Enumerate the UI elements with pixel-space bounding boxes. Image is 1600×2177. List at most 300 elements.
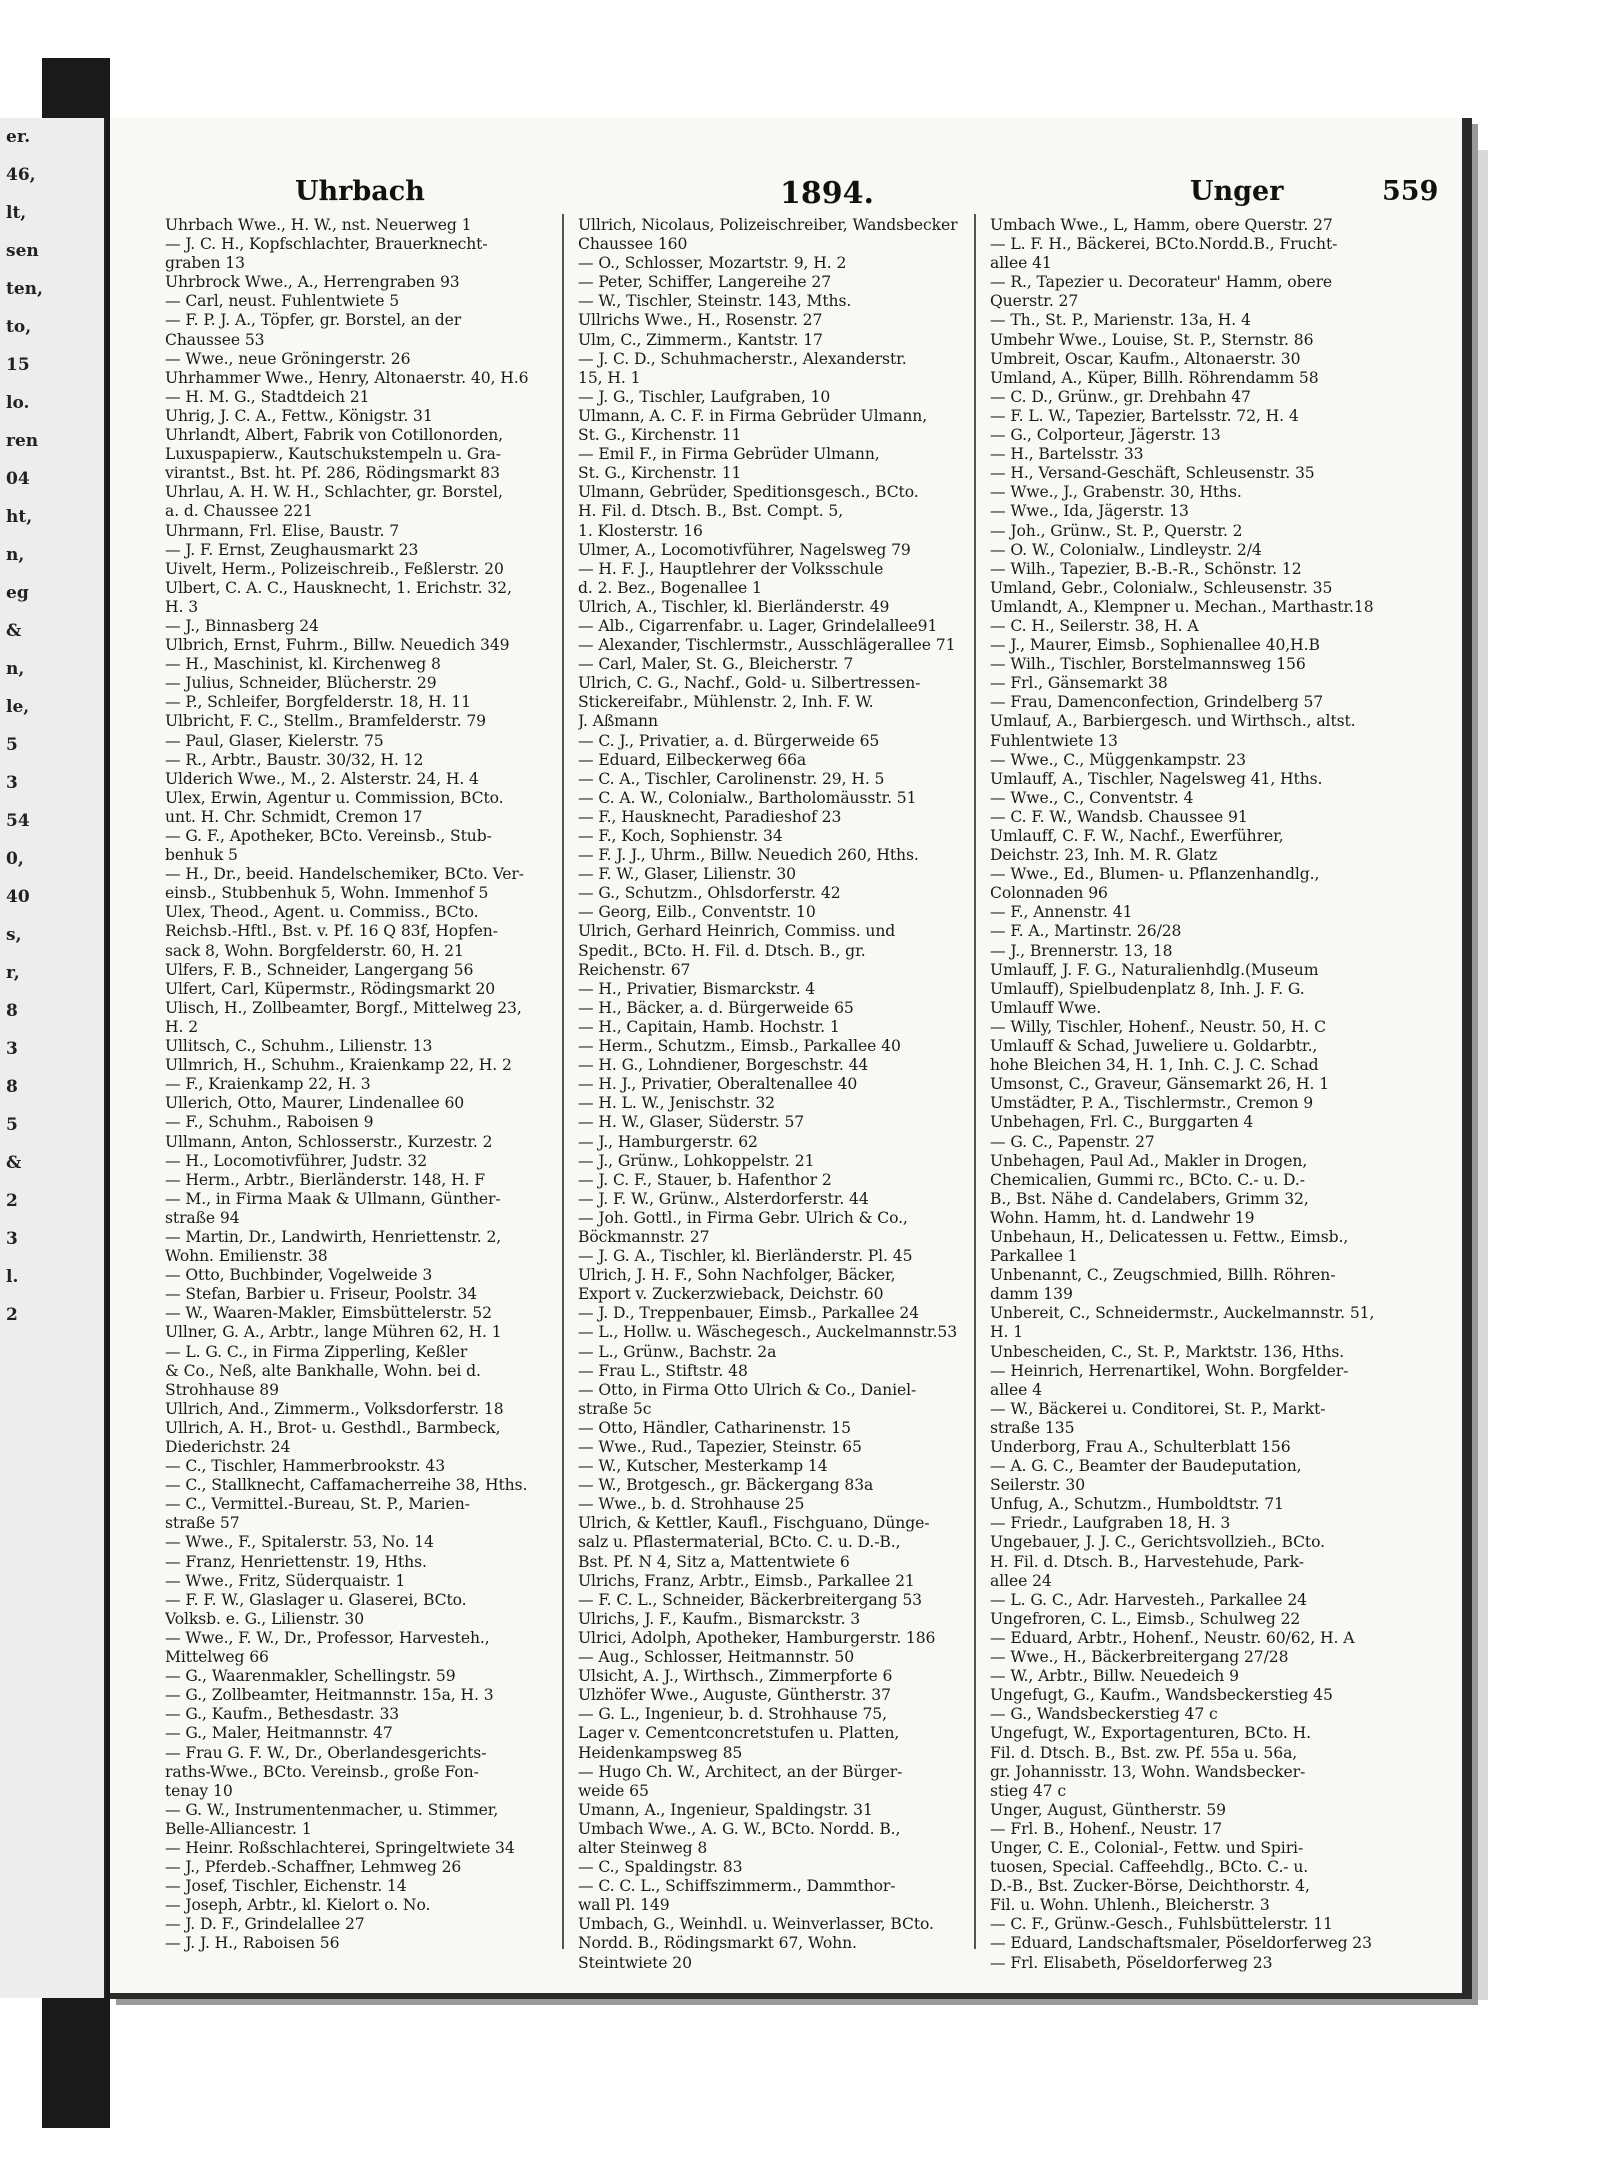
page-number: 559	[1382, 176, 1439, 207]
directory-entry: Unbereit, C., Schneidermstr., Auckelmannstr. 51,	[990, 1304, 1374, 1323]
directory-entry: — C., Tischler, Hammerbrookstr. 43	[165, 1457, 446, 1476]
directory-entry: Umland, A., Küper, Billh. Röhrendamm 58	[990, 368, 1319, 387]
directory-entry: Ulsicht, A. J., Wirthsch., Zimmerpforte 6	[578, 1667, 893, 1686]
directory-entry: sack 8, Wohn. Borgfelderstr. 60, H. 21	[165, 941, 464, 960]
directory-entry: alter Steinweg 8	[578, 1838, 708, 1857]
directory-entry: — H. W., Glaser, Süderstr. 57	[578, 1113, 805, 1132]
column-1	[165, 216, 549, 1954]
directory-entry: — Herm., Schutzm., Eimsb., Parkallee 40	[578, 1037, 901, 1056]
directory-entry: — Julius, Schneider, Blücherstr. 29	[165, 674, 437, 693]
directory-entry: & Co., Neß, alte Bankhalle, Wohn. bei d.	[165, 1361, 481, 1380]
column-2	[578, 216, 962, 1973]
directory-entry: Uivelt, Herm., Polizeischreib., Feßlerstr. 20	[165, 559, 504, 578]
left-page-fragment: to,	[6, 317, 32, 337]
directory-entry: Ulex, Erwin, Agentur u. Commission, BCto.	[165, 788, 504, 807]
directory-entry: — Alb., Cigarrenfabr. u. Lager, Grindelallee91	[578, 616, 938, 635]
directory-entry: — L. G. C., in Firma Zipperling, Keßler	[165, 1342, 468, 1361]
directory-entry: Ulrich, C. G., Nachf., Gold- u. Silbertressen-	[578, 674, 921, 693]
directory-entry: Ulrich, J. H. F., Sohn Nachfolger, Bäcker,	[578, 1266, 896, 1285]
directory-entry: Umlauff & Schad, Juweliere u. Goldarbtr.,	[990, 1037, 1318, 1056]
directory-entry: — Wilh., Tapezier, B.-B.-R., Schönstr. 12	[990, 559, 1302, 578]
directory-entry: Export v. Zuckerzwieback, Deichstr. 60	[578, 1285, 884, 1304]
directory-entry: — H., Maschinist, kl. Kirchenweg 8	[165, 655, 441, 674]
left-page-fragment: 2	[6, 1191, 18, 1211]
directory-entry: Wohn. Hamm, ht. d. Landwehr 19	[990, 1208, 1255, 1227]
left-page-fragment: 15	[6, 355, 30, 375]
left-page-fragment: 5	[6, 1115, 18, 1135]
directory-entry: straße 94	[165, 1208, 240, 1227]
directory-entry: — Wwe., b. d. Strohhause 25	[578, 1495, 805, 1514]
directory-entry: Belle-Alliancestr. 1	[165, 1819, 312, 1838]
directory-entry: Ullmrich, H., Schuhm., Kraienkamp 22, H. 2	[165, 1056, 512, 1075]
directory-entry: — G., Maler, Heitmannstr. 47	[165, 1724, 393, 1743]
directory-entry: — Aug., Schlosser, Heitmannstr. 50	[578, 1648, 855, 1667]
directory-entry: Ullner, G. A., Arbtr., lange Mühren 62, H. 1	[165, 1323, 502, 1342]
column-divider	[974, 214, 976, 1949]
directory-entry: Ullrich, A. H., Brot- u. Gesthdl., Barmbeck,	[165, 1418, 501, 1437]
left-page-edge	[0, 118, 106, 1998]
column-3	[990, 216, 1374, 1973]
directory-entry: Umlauff, J. F. G., Naturalienhdlg.(Museum	[990, 960, 1319, 979]
directory-entry: — J. G., Tischler, Laufgraben, 10	[578, 387, 831, 406]
directory-entry: — F. F. W., Glaslager u. Glaserei, BCto.	[165, 1590, 467, 1609]
directory-entry: raths-Wwe., BCto. Vereinsb., große Fon-	[165, 1762, 479, 1781]
directory-entry: — L., Grünw., Bachstr. 2a	[578, 1342, 777, 1361]
left-page-fragment: 3	[6, 1039, 18, 1059]
directory-entry: — Wwe., C., Müggenkampstr. 23	[990, 750, 1246, 769]
directory-entry: — J. G. A., Tischler, kl. Bierländerstr. Pl. 45	[578, 1247, 913, 1266]
directory-entry: Ulfert, Carl, Küpermstr., Rödingsmarkt 20	[165, 979, 496, 998]
directory-entry: — Herm., Arbtr., Bierländerstr. 148, H. F	[165, 1170, 486, 1189]
directory-entry: — Wwe., Rud., Tapezier, Steinstr. 65	[578, 1438, 862, 1456]
directory-entry: — F., Hausknecht, Paradieshof 23	[578, 807, 842, 826]
directory-entry: Umstädter, P. A., Tischlermstr., Cremon 9	[990, 1094, 1314, 1113]
directory-entry: Ulm, C., Zimmerm., Kantstr. 17	[578, 330, 823, 349]
directory-entry: — R., Arbtr., Baustr. 30/32, H. 12	[165, 750, 424, 769]
directory-entry: — Frl., Gänsemarkt 38	[990, 674, 1168, 693]
directory-entry: Ulzhöfer Wwe., Auguste, Güntherstr. 37	[578, 1686, 891, 1705]
directory-entry: Chemicalien, Gummi rc., BCto. C.- u. D.-	[990, 1170, 1305, 1189]
directory-entry: Ungefugt, W., Exportagenturen, BCto. H.	[990, 1724, 1311, 1743]
directory-entry: tuosen, Special. Caffeehdlg., BCto. C.- u.	[990, 1858, 1309, 1877]
directory-entry: — Hugo Ch. W., Architect, an der Bürger-	[578, 1762, 903, 1781]
directory-entry: J. Aßmann	[578, 712, 658, 731]
directory-entry: — W., Tischler, Steinstr. 143, Mths.	[578, 292, 852, 311]
directory-entry: Wohn. Emilienstr. 38	[165, 1247, 328, 1266]
left-page-fragment: ren	[6, 431, 39, 451]
directory-entry: — H., Versand-Geschäft, Schleusenstr. 35	[990, 464, 1315, 483]
directory-entry: — Josef, Tischler, Eichenstr. 14	[165, 1877, 407, 1896]
directory-entry: — Paul, Glaser, Kielerstr. 75	[165, 731, 384, 750]
directory-entry: — Frau L., Stiftstr. 48	[578, 1361, 748, 1380]
directory-entry: — Wwe., J., Grabenstr. 30, Hths.	[990, 483, 1242, 502]
directory-entry: — C., Vermittel.-Bureau, St. P., Marien-	[165, 1495, 470, 1514]
directory-entry: — Wwe., F. W., Dr., Professor, Harvesteh.,	[165, 1628, 490, 1647]
directory-entry: — W., Waaren-Makler, Eimsbüttelerstr. 52	[165, 1304, 492, 1323]
directory-entry: Steintwiete 20	[578, 1953, 692, 1972]
directory-entry: Umlandt, A., Klempner u. Mechan., Marthastr.18	[990, 597, 1374, 616]
directory-entry: — G. F., Apotheker, BCto. Vereinsb., Stub-	[165, 827, 492, 845]
directory-entry: Ungebauer, J. J. C., Gerichtsvollzieh., BCto.	[990, 1533, 1325, 1552]
directory-entry: — Carl, Maler, St. G., Bleicherstr. 7	[578, 655, 854, 674]
directory-entry: Uhrlau, A. H. W. H., Schlachter, gr. Borstel,	[165, 483, 503, 502]
directory-entry: — C. A., Tischler, Carolinenstr. 29, H. 5	[578, 769, 885, 788]
directory-entry: — Otto, Buchbinder, Vogelweide 3	[165, 1266, 433, 1285]
directory-entry: — G. C., Papenstr. 27	[990, 1132, 1155, 1151]
directory-entry: graben 13	[165, 254, 245, 273]
directory-entry: — F., Schuhm., Raboisen 9	[165, 1113, 374, 1132]
directory-entry: — G., Wandsbeckerstieg 47 c	[990, 1705, 1218, 1724]
directory-entry: — Peter, Schiffer, Langereihe 27	[578, 273, 832, 292]
directory-entry: — G., Colporteur, Jägerstr. 13	[990, 426, 1221, 445]
directory-entry: St. G., Kirchenstr. 11	[578, 464, 742, 483]
directory-entry: Uhrbrock Wwe., A., Herrengraben 93	[165, 273, 460, 292]
directory-entry: — Emil F., in Firma Gebrüder Ulmann,	[578, 445, 880, 464]
directory-entry: — Otto, in Firma Otto Ulrich & Co., Daniel-	[578, 1380, 917, 1399]
directory-entry: Ulex, Theod., Agent. u. Commiss., BCto.	[165, 903, 479, 922]
directory-entry: — Wwe., Fritz, Süderquaistr. 1	[165, 1571, 406, 1590]
directory-entry: — R., Tapezier u. Decorateur' Hamm, obere	[990, 273, 1333, 292]
directory-entry: — C. F., Grünw.-Gesch., Fuhlsbüttelerstr. 11	[990, 1915, 1333, 1934]
directory-entry: weide 65	[578, 1781, 649, 1800]
directory-entry: Fil. d. Dtsch. B., Bst. zw. Pf. 55a u. 56a,	[990, 1743, 1298, 1762]
directory-entry: benhuk 5	[165, 846, 238, 865]
directory-entry: allee 24	[990, 1571, 1052, 1590]
directory-entry: Umann, A., Ingenieur, Spaldingstr. 31	[578, 1800, 873, 1819]
directory-entry: Umlauff, C. F. W., Nachf., Ewerführer,	[990, 827, 1284, 845]
directory-entry: Lager v. Cementconcretstufen u. Platten,	[578, 1724, 900, 1743]
directory-entry: Ungefroren, C. L., Eimsb., Schulweg 22	[990, 1609, 1301, 1628]
directory-entry: Ulfers, F. B., Schneider, Langergang 56	[165, 960, 474, 979]
directory-entry: Seilerstr. 30	[990, 1476, 1086, 1495]
directory-entry: Volksb. e. G., Lilienstr. 30	[165, 1609, 365, 1628]
directory-entry: Deichstr. 23, Inh. M. R. Glatz	[990, 846, 1218, 865]
directory-entry: Strohhause 89	[165, 1380, 279, 1399]
directory-entry: — H., Capitain, Hamb. Hochstr. 1	[578, 1017, 840, 1036]
left-page-fragment: eg	[6, 583, 29, 603]
left-page-fragment: 0,	[6, 849, 24, 869]
directory-entry: Ulbricht, F. C., Stellm., Bramfelderstr. 79	[165, 712, 486, 731]
directory-entry: Unbenannt, C., Zeugschmied, Billh. Röhren-	[990, 1266, 1336, 1285]
directory-entry: — Wwe., neue Gröningerstr. 26	[165, 349, 411, 368]
directory-entry: — F., Kraienkamp 22, H. 3	[165, 1075, 371, 1094]
directory-entry: Umland, Gebr., Colonialw., Schleusenstr. 35	[990, 578, 1333, 597]
directory-entry: H. 2	[165, 1017, 199, 1036]
directory-entry: — O., Schlosser, Mozartstr. 9, H. 2	[578, 254, 847, 273]
directory-entry: a. d. Chaussee 221	[165, 502, 313, 521]
directory-entry: — H. F. J., Hauptlehrer der Volksschule	[578, 559, 884, 578]
directory-entry: wall Pl. 149	[578, 1896, 670, 1915]
left-page-fragment: 04	[6, 469, 30, 489]
directory-entry: — C. C. L., Schiffszimmerm., Dammthor-	[578, 1877, 896, 1896]
directory-entry: Unbescheiden, C., St. P., Marktstr. 136, Hths.	[990, 1342, 1345, 1361]
directory-entry: — J., Brennerstr. 13, 18	[990, 941, 1173, 960]
directory-entry: — F. C. L., Schneider, Bäckerbreitergang 53	[578, 1590, 922, 1609]
directory-entry: — J. C. F., Stauer, b. Hafenthor 2	[578, 1170, 832, 1189]
directory-entry: Mittelweg 66	[165, 1648, 269, 1667]
directory-entry: — G., Schutzm., Ohlsdorferstr. 42	[578, 884, 841, 903]
directory-entry: — J. C. D., Schuhmacherstr., Alexanderstr.	[578, 349, 907, 368]
directory-entry: unt. H. Chr. Schmidt, Cremon 17	[165, 807, 423, 826]
directory-entry: — A. G. C., Beamter der Baudeputation,	[990, 1457, 1302, 1476]
directory-entry: — H., Locomotivführer, Judstr. 32	[165, 1151, 428, 1170]
directory-entry: — Eduard, Eilbeckerweg 66a	[578, 750, 807, 769]
directory-entry: hohe Bleichen 34, H. 1, Inh. C. J. C. Schad	[990, 1056, 1319, 1075]
directory-entry: — W., Arbtr., Billw. Neuedeich 9	[990, 1667, 1239, 1686]
left-page-fragment: er.	[6, 127, 31, 147]
directory-entry: — F. J. J., Uhrm., Billw. Neuedich 260, Hths.	[578, 846, 919, 865]
directory-entry: — W., Kutscher, Mesterkamp 14	[578, 1457, 828, 1476]
left-page-fragment: lt,	[6, 203, 27, 223]
directory-entry: Reichenstr. 67	[578, 960, 691, 979]
left-page-fragment: s,	[6, 925, 22, 945]
directory-entry: — C. A. W., Colonialw., Bartholomäusstr. 51	[578, 788, 917, 807]
directory-entry: — F., Koch, Sophienstr. 34	[578, 827, 783, 845]
directory-entry: — J. F. W., Grünw., Alsterdorferstr. 44	[578, 1189, 869, 1208]
directory-entry: Ulrichs, Franz, Arbtr., Eimsb., Parkallee 21	[578, 1571, 915, 1590]
directory-entry: — Martin, Dr., Landwirth, Henriettenstr. 2,	[165, 1227, 502, 1246]
directory-entry: — H. L. W., Jenischstr. 32	[578, 1094, 775, 1113]
directory-entry: — Franz, Henriettenstr. 19, Hths.	[165, 1552, 427, 1571]
left-page-fragment: l.	[6, 1267, 19, 1287]
directory-entry: Uhrig, J. C. A., Fettw., Königstr. 31	[165, 406, 433, 425]
left-page-fragment: 2	[6, 1305, 18, 1325]
directory-entry: Umbach Wwe., A. G. W., BCto. Nordd. B.,	[578, 1819, 901, 1838]
directory-entry: — F., Annenstr. 41	[990, 903, 1133, 922]
directory-entry: — H., Dr., beeid. Handelschemiker, BCto. Ver-	[165, 865, 524, 884]
directory-entry: — O. W., Colonialw., Lindleystr. 2/4	[990, 540, 1262, 559]
directory-entry: Heidenkampsweg 85	[578, 1743, 743, 1762]
directory-entry: — Wilh., Tischler, Borstelmannsweg 156	[990, 655, 1306, 674]
directory-entry: Ulderich Wwe., M., 2. Alsterstr. 24, H. 4	[165, 769, 479, 788]
directory-entry: — H., Privatier, Bismarckstr. 4	[578, 979, 816, 998]
directory-entry: — Heinrich, Herrenartikel, Wohn. Borgfelder-	[990, 1361, 1349, 1380]
directory-entry: Chaussee 53	[165, 330, 265, 349]
directory-entry: — G., Waarenmakler, Schellingstr. 59	[165, 1667, 456, 1686]
directory-entry: H. 1	[990, 1323, 1024, 1342]
directory-entry: — G. W., Instrumentenmacher, u. Stimmer,	[165, 1800, 499, 1819]
directory-entry: tenay 10	[165, 1781, 233, 1800]
directory-entry: gr. Johannisstr. 13, Wohn. Wandsbecker-	[990, 1762, 1306, 1781]
directory-entry: Reichsb.-Hftl., Bst. v. Pf. 16 Q 83f, Hopfen-	[165, 922, 498, 941]
directory-entry: Ulrich, Gerhard Heinrich, Commiss. und	[578, 922, 896, 941]
directory-entry: straße 5c	[578, 1399, 652, 1418]
directory-entry: Unger, C. E., Colonial-, Fettw. und Spiri-	[990, 1838, 1304, 1857]
directory-entry: — Frau G. F. W., Dr., Oberlandesgerichts-	[165, 1743, 487, 1762]
directory-entry: — C. H., Seilerstr. 38, H. A	[990, 616, 1199, 635]
directory-entry: Umbreit, Oscar, Kaufm., Altonaerstr. 30	[990, 349, 1301, 368]
directory-entry: Umbehr Wwe., Louise, St. P., Sternstr. 86	[990, 330, 1314, 349]
left-page-fragment: &	[6, 1153, 22, 1173]
directory-entry: — F. W., Glaser, Lilienstr. 30	[578, 865, 797, 884]
directory-page	[110, 118, 1472, 1999]
directory-entry: B., Bst. Nähe d. Candelabers, Grimm 32,	[990, 1189, 1309, 1208]
directory-entry: — Joseph, Arbtr., kl. Kielort o. No.	[165, 1896, 431, 1915]
directory-entry: — J., Pferdeb.-Schaffner, Lehmweg 26	[165, 1858, 462, 1877]
directory-entry: Böckmannstr. 27	[578, 1227, 710, 1246]
directory-entry: — G. L., Ingenieur, b. d. Strohhause 75,	[578, 1705, 887, 1724]
left-page-fragment: r,	[6, 963, 20, 983]
directory-entry: — H., Bartelsstr. 33	[990, 445, 1144, 464]
directory-entry: Umbach Wwe., L, Hamm, obere Querstr. 27	[990, 216, 1333, 234]
directory-entry: — H., Bäcker, a. d. Bürgerweide 65	[578, 998, 854, 1017]
directory-entry: — Wwe., H., Bäckerbreitergang 27/28	[990, 1648, 1289, 1667]
directory-entry: Ulrici, Adolph, Apotheker, Hamburgerstr. 186	[578, 1628, 936, 1647]
directory-entry: Ulbrich, Ernst, Fuhrm., Billw. Neuedich 349	[165, 636, 510, 655]
directory-entry: Diederichstr. 24	[165, 1438, 291, 1456]
directory-entry: — J. D. F., Grindelallee 27	[165, 1915, 365, 1934]
directory-entry: Uhrlandt, Albert, Fabrik von Cotillonorden,	[165, 426, 504, 445]
left-page-fragment: 8	[6, 1001, 18, 1021]
directory-entry: — G., Kaufm., Bethesdastr. 33	[165, 1705, 400, 1724]
directory-entry: — Frl. Elisabeth, Pöseldorferweg 23	[990, 1953, 1273, 1972]
directory-entry: Unger, August, Güntherstr. 59	[990, 1800, 1226, 1819]
directory-entry: — C. D., Grünw., gr. Drehbahn 47	[990, 387, 1251, 406]
directory-entry: Uhrhammer Wwe., Henry, Altonaerstr. 40, H.6	[165, 368, 529, 387]
directory-entry: Unbehaun, H., Delicatessen u. Fettw., Eimsb.,	[990, 1227, 1349, 1246]
directory-entry: Ulrich, A., Tischler, kl. Bierländerstr. 49	[578, 597, 890, 616]
directory-entry: Unbehagen, Paul Ad., Makler in Drogen,	[990, 1151, 1308, 1170]
directory-entry: straße 135	[990, 1418, 1075, 1437]
page-edge-shadow	[1478, 150, 1488, 2000]
directory-entry: — C. F. W., Wandsb. Chaussee 91	[990, 807, 1248, 826]
left-page-fragment: ten,	[6, 279, 43, 299]
directory-entry: Unbehagen, Frl. C., Burggarten 4	[990, 1113, 1254, 1132]
left-page-fragment: 3	[6, 1229, 18, 1249]
directory-entry: Unfug, A., Schutzm., Humboldtstr. 71	[990, 1495, 1284, 1514]
directory-entry: salz u. Pflastermaterial, BCto. C. u. D.-B.,	[578, 1533, 901, 1552]
directory-entry: 1. Klosterstr. 16	[578, 521, 703, 540]
directory-entry: Ulbert, C. A. C., Hausknecht, 1. Erichstr. 32,	[165, 578, 512, 597]
directory-entry: — W., Brotgesch., gr. Bäckergang 83a	[578, 1476, 874, 1495]
directory-entry: Ulmann, A. C. F. in Firma Gebrüder Ulmann,	[578, 406, 928, 425]
directory-entry: stieg 47 c	[990, 1781, 1066, 1800]
left-page-fragment: 46,	[6, 165, 36, 185]
left-page-fragment: 54	[6, 811, 30, 831]
directory-entry: H. Fil. d. Dtsch. B., Harvestehude, Park-	[990, 1552, 1304, 1571]
directory-entry: einsb., Stubbenhuk 5, Wohn. Immenhof 5	[165, 884, 489, 903]
directory-entry: — J. F. Ernst, Zeughausmarkt 23	[165, 540, 419, 559]
directory-entry: — F. P. J. A., Töpfer, gr. Borstel, an der	[165, 311, 462, 330]
directory-entry: — W., Bäckerei u. Conditorei, St. P., Markt-	[990, 1399, 1326, 1418]
directory-entry: H. Fil. d. Dtsch. B., Bst. Compt. 5,	[578, 502, 844, 521]
directory-entry: — Friedr., Laufgraben 18, H. 3	[990, 1514, 1231, 1533]
directory-entry: Spedit., BCto. H. Fil. d. Dtsch. B., gr.	[578, 941, 866, 960]
directory-entry: Parkallee 1	[990, 1247, 1078, 1266]
directory-entry: Umlauf, A., Barbiergesch. und Wirthsch., altst.	[990, 712, 1356, 731]
directory-entry: — J., Maurer, Eimsb., Sophienallee 40,H.B	[990, 636, 1320, 655]
directory-entry: Colonnaden 96	[990, 884, 1108, 903]
directory-entry: — Eduard, Arbtr., Hohenf., Neustr. 60/62, H. A	[990, 1628, 1355, 1647]
left-page-fragment: 8	[6, 1077, 18, 1097]
directory-entry: — Carl, neust. Fuhlentwiete 5	[165, 292, 400, 311]
directory-entry: — Alexander, Tischlermstr., Ausschlägerallee 71	[578, 636, 956, 655]
directory-entry: 15, H. 1	[578, 368, 641, 387]
directory-entry: — M., in Firma Maak & Ullmann, Günther-	[165, 1189, 501, 1208]
directory-entry: — Joh. Gottl., in Firma Gebr. Ulrich & Co.,	[578, 1208, 908, 1227]
directory-entry: — Wwe., Ida, Jägerstr. 13	[990, 502, 1189, 521]
directory-entry: damm 139	[990, 1285, 1073, 1304]
directory-entry: Underborg, Frau A., Schulterblatt 156	[990, 1438, 1291, 1456]
left-page-fragment: n,	[6, 659, 25, 679]
directory-entry: — Stefan, Barbier u. Friseur, Poolstr. 34	[165, 1285, 478, 1304]
directory-entry: Fuhlentwiete 13	[990, 731, 1118, 750]
directory-entry: Querstr. 27	[990, 292, 1079, 311]
directory-entry: — F. L. W., Tapezier, Bartelsstr. 72, H. 4	[990, 406, 1299, 425]
left-page-fragment: sen	[6, 241, 39, 261]
directory-entry: — Joh., Grünw., St. P., Querstr. 2	[990, 521, 1243, 540]
directory-entry: — H. M. G., Stadtdeich 21	[165, 387, 370, 406]
directory-entry: — H. J., Privatier, Oberaltenallee 40	[578, 1075, 858, 1094]
directory-entry: Ulmann, Gebrüder, Speditionsgesch., BCto.	[578, 483, 919, 502]
directory-entry: Bst. Pf. N 4, Sitz a, Mattentwiete 6	[578, 1552, 850, 1571]
directory-entry: — Frl. B., Hohenf., Neustr. 17	[990, 1819, 1223, 1838]
directory-entry: D.-B., Bst. Zucker-Börse, Deichthorstr. 4,	[990, 1877, 1310, 1896]
left-page-fragment: 40	[6, 887, 30, 907]
directory-entry: — F. A., Martinstr. 26/28	[990, 922, 1182, 941]
directory-entry: — Willy, Tischler, Hohenf., Neustr. 50, H. C	[990, 1017, 1326, 1036]
directory-entry: — J. J. H., Raboisen 56	[165, 1934, 340, 1953]
directory-entry: — L., Hollw. u. Wäschegesch., Auckelmannstr.53	[578, 1323, 958, 1342]
directory-entry: — P., Schleifer, Borgfelderstr. 18, H. 11	[165, 693, 471, 712]
directory-entry: Umlauff), Spielbudenplatz 8, Inh. J. F. G.	[990, 979, 1305, 998]
left-page-fragment: &	[6, 621, 22, 641]
directory-entry: — Wwe., F., Spitalerstr. 53, No. 14	[165, 1533, 434, 1552]
directory-entry: virantst., Bst. ht. Pf. 286, Rödingsmarkt 83	[165, 464, 500, 483]
directory-entry: — C., Stallknecht, Caffamacherreihe 38, Hths.	[165, 1476, 528, 1495]
directory-entry: — J., Grünw., Lohkoppelstr. 21	[578, 1151, 815, 1170]
directory-entry: — C. J., Privatier, a. d. Bürgerweide 65	[578, 731, 880, 750]
header-year: 1894.	[780, 176, 874, 211]
directory-entry: Ulmer, A., Locomotivführer, Nagelsweg 79	[578, 540, 911, 559]
header-left-keyword: Uhrbach	[295, 176, 425, 207]
directory-entry: Umsonst, C., Graveur, Gänsemarkt 26, H. 1	[990, 1075, 1330, 1094]
directory-entry: Uhrmann, Frl. Elise, Baustr. 7	[165, 521, 400, 540]
directory-entry: Fil. u. Wohn. Uhlenh., Bleicherstr. 3	[990, 1896, 1270, 1915]
directory-entry: Ungefugt, G., Kaufm., Wandsbeckerstieg 45	[990, 1686, 1333, 1705]
directory-entry: — Eduard, Landschaftsmaler, Pöseldorferweg 23	[990, 1934, 1372, 1953]
left-page-fragment: 3	[6, 773, 18, 793]
directory-entry: — J. C. H., Kopfschlachter, Brauerknecht-	[165, 235, 488, 254]
directory-entry: Ullerich, Otto, Maurer, Lindenallee 60	[165, 1094, 465, 1113]
directory-entry: Uhrbach Wwe., H. W., nst. Neuerweg 1	[165, 216, 472, 234]
directory-entry: St. G., Kirchenstr. 11	[578, 426, 742, 445]
directory-entry: — C., Spaldingstr. 83	[578, 1858, 743, 1877]
left-page-fragment: le,	[6, 697, 30, 717]
directory-entry: d. 2. Bez., Bogenallee 1	[578, 578, 762, 597]
directory-entry: — G., Zollbeamter, Heitmannstr. 15a, H. 3	[165, 1686, 494, 1705]
left-page-fragment: 5	[6, 735, 18, 755]
left-page-fragment: ht,	[6, 507, 33, 527]
directory-entry: — Wwe., C., Conventstr. 4	[990, 788, 1194, 807]
directory-entry: Ulrich, & Kettler, Kaufl., Fischguano, Dünge-	[578, 1514, 930, 1533]
directory-entry: — H. G., Lohndiener, Borgeschstr. 44	[578, 1056, 869, 1075]
directory-entry: Nordd. B., Rödingsmarkt 67, Wohn.	[578, 1934, 857, 1953]
directory-entry: — J., Binnasberg 24	[165, 616, 319, 635]
page-header	[170, 176, 1439, 212]
directory-entry: Chaussee 160	[578, 235, 688, 254]
directory-entry: — Heinr. Roßschlachterei, Springeltwiete 34	[165, 1838, 515, 1857]
directory-entry: Ullitsch, C., Schuhm., Lilienstr. 13	[165, 1037, 433, 1056]
directory-entry: Umlauff Wwe.	[990, 998, 1102, 1017]
directory-entry: — J., Hamburgerstr. 62	[578, 1132, 758, 1151]
directory-entry: — Th., St. P., Marienstr. 13a, H. 4	[990, 311, 1251, 330]
directory-entry: — J. D., Treppenbauer, Eimsb., Parkallee 24	[578, 1304, 920, 1323]
header-right-keyword: Unger	[1190, 176, 1284, 207]
directory-entry: Ulrichs, J. F., Kaufm., Bismarckstr. 3	[578, 1609, 861, 1628]
left-page-fragment: n,	[6, 545, 25, 565]
directory-entry: allee 41	[990, 254, 1052, 273]
